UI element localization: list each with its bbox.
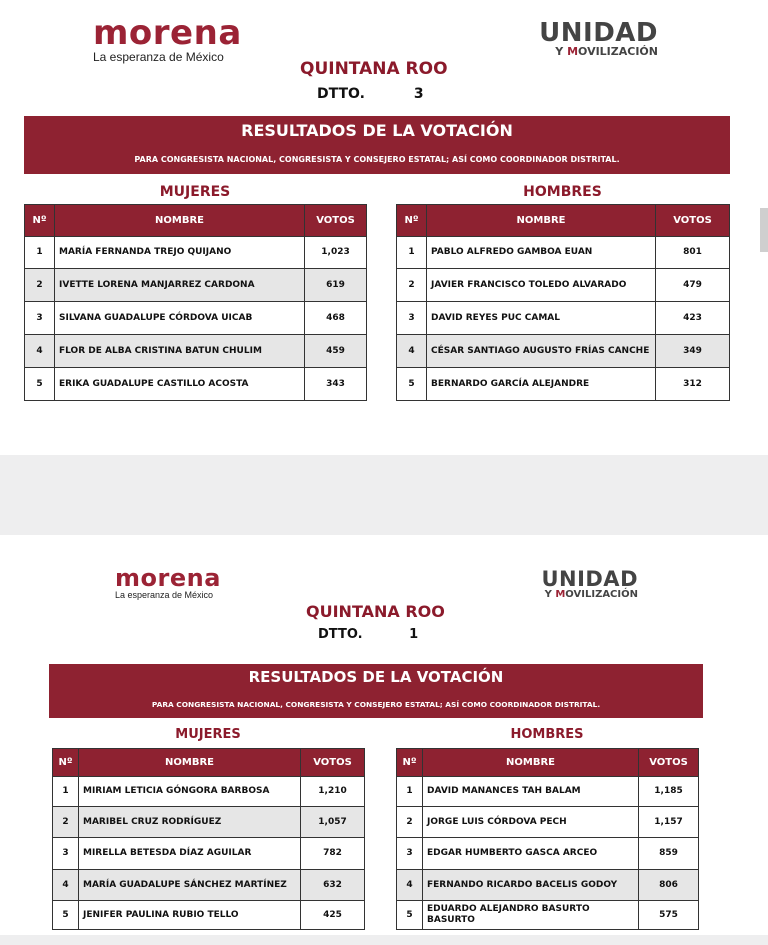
men-section-label: HOMBRES — [523, 184, 602, 200]
vote-count: 632 — [301, 870, 365, 901]
row-number: 2 — [397, 269, 427, 302]
candidate-name: DAVID MANANCES TAH BALAM — [423, 777, 639, 807]
unidad-logo — [530, 20, 658, 57]
column-header-name: NOMBRE — [79, 749, 301, 777]
vote-count: 479 — [656, 269, 730, 302]
unidad-logo-prefix: Y — [555, 45, 568, 58]
candidate-name: JENIFER PAULINA RUBIO TELLO — [79, 901, 301, 930]
row-number: 2 — [25, 269, 55, 302]
unidad-logo-rest: OVILIZACIÓN — [565, 589, 638, 600]
vote-count: 1,185 — [639, 777, 699, 807]
candidate-name: SILVANA GUADALUPE CÓRDOVA UICAB — [55, 302, 305, 335]
men-results-table — [396, 748, 699, 930]
row-number: 2 — [53, 807, 79, 838]
district-number: 1 — [409, 627, 419, 642]
candidate-name: BERNARDO GARCÍA ALEJANDRE — [427, 368, 656, 401]
morena-logo-tagline: La esperanza de México — [115, 590, 214, 600]
vote-count: 619 — [305, 269, 367, 302]
table-row — [397, 807, 699, 838]
vote-count: 575 — [639, 901, 699, 930]
vote-count: 801 — [656, 237, 730, 269]
results-sheet-district-3 — [0, 0, 768, 455]
vote-count: 425 — [301, 901, 365, 930]
vote-count: 859 — [639, 838, 699, 870]
banner-subtitle: PARA CONGRESISTA NACIONAL, CONGRESISTA Y CONSEJERO ESTATAL; ASÍ COMO COORDINADOR DISTRITAL. — [134, 155, 620, 164]
district-label: DTTO. — [317, 86, 365, 102]
column-header-number: Nº — [25, 205, 55, 237]
row-number: 4 — [397, 870, 423, 901]
morena-logo-tagline: La esperanza de México — [93, 50, 224, 64]
vote-count: 423 — [656, 302, 730, 335]
table-row — [397, 237, 730, 269]
banner-title: RESULTADOS DE LA VOTACIÓN — [241, 121, 513, 140]
column-header-number: Nº — [397, 749, 423, 777]
vote-count: 782 — [301, 838, 365, 870]
row-number: 4 — [25, 335, 55, 368]
table-row — [397, 269, 730, 302]
table-row — [25, 237, 367, 269]
unidad-logo-title: UNIDAD — [539, 18, 658, 48]
men-results-table — [396, 204, 730, 401]
column-header-votes: VOTOS — [639, 749, 699, 777]
table-row — [53, 838, 365, 870]
row-number: 1 — [25, 237, 55, 269]
table-row — [397, 335, 730, 368]
row-number: 3 — [53, 838, 79, 870]
candidate-name: MARÍA FERNANDA TREJO QUIJANO — [55, 237, 305, 269]
candidate-name: MIRIAM LETICIA GÓNGORA BARBOSA — [79, 777, 301, 807]
candidate-name: PABLO ALFREDO GAMBOA EUAN — [427, 237, 656, 269]
morena-logo — [115, 566, 221, 600]
results-sheet-district-1 — [0, 540, 768, 935]
vote-count: 312 — [656, 368, 730, 401]
table-row — [397, 838, 699, 870]
row-number: 3 — [25, 302, 55, 335]
candidate-name: FERNANDO RICARDO BACELIS GODOY — [423, 870, 639, 901]
candidate-name: MARÍA GUADALUPE SÁNCHEZ MARTÍNEZ — [79, 870, 301, 901]
row-number: 5 — [25, 368, 55, 401]
table-row — [397, 777, 699, 807]
unidad-logo-title: UNIDAD — [541, 567, 638, 591]
row-number: 4 — [53, 870, 79, 901]
morena-logo — [93, 13, 242, 64]
column-header-votes: VOTOS — [305, 205, 367, 237]
table-header-row — [53, 749, 365, 777]
column-header-name: NOMBRE — [55, 205, 305, 237]
column-header-number: Nº — [397, 205, 427, 237]
column-header-number: Nº — [53, 749, 79, 777]
candidate-name: JORGE LUIS CÓRDOVA PECH — [423, 807, 639, 838]
row-number: 3 — [397, 838, 423, 870]
table-row — [53, 777, 365, 807]
candidate-name: DAVID REYES PUC CAMAL — [427, 302, 656, 335]
results-banner — [24, 116, 730, 174]
unidad-logo — [522, 569, 638, 600]
table-header-row — [397, 205, 730, 237]
column-header-votes: VOTOS — [656, 205, 730, 237]
women-results-table — [52, 748, 365, 930]
table-row — [397, 870, 699, 901]
candidate-name: EDUARDO ALEJANDRO BASURTO BASURTO — [423, 901, 639, 930]
table-row — [53, 807, 365, 838]
banner-subtitle: PARA CONGRESISTA NACIONAL, CONGRESISTA Y CONSEJERO ESTATAL; ASÍ COMO COORDINADOR DISTRITAL. — [151, 700, 601, 709]
candidate-name: EDGAR HUMBERTO GASCA ARCEO — [423, 838, 639, 870]
candidate-name: FLOR DE ALBA CRISTINA BATUN CHULIM — [55, 335, 305, 368]
candidate-name: IVETTE LORENA MANJARREZ CARDONA — [55, 269, 305, 302]
vote-count: 806 — [639, 870, 699, 901]
row-number: 1 — [53, 777, 79, 807]
vote-count: 1,057 — [301, 807, 365, 838]
table-row — [397, 368, 730, 401]
table-row — [53, 901, 365, 930]
unidad-logo-prefix: Y — [544, 589, 556, 600]
row-number: 5 — [397, 901, 423, 930]
table-row — [397, 901, 699, 930]
row-number: 1 — [397, 237, 427, 269]
row-number: 1 — [397, 777, 423, 807]
column-header-votes: VOTOS — [301, 749, 365, 777]
column-header-name: NOMBRE — [427, 205, 656, 237]
candidate-name: CÉSAR SANTIAGO AUGUSTO FRÍAS CANCHE — [427, 335, 656, 368]
district-line — [318, 627, 418, 642]
unidad-logo-highlight: M — [567, 45, 579, 58]
women-section-label: MUJERES — [175, 727, 241, 742]
vote-count: 468 — [305, 302, 367, 335]
unidad-logo-rest: OVILIZACIÓN — [578, 45, 658, 58]
table-row — [25, 368, 367, 401]
vote-count: 349 — [656, 335, 730, 368]
row-number: 4 — [397, 335, 427, 368]
morena-logo-word: morena — [115, 564, 221, 592]
vote-count: 1,210 — [301, 777, 365, 807]
table-header-row — [397, 749, 699, 777]
results-banner — [49, 664, 703, 718]
row-number: 5 — [53, 901, 79, 930]
unidad-logo-highlight: M — [555, 589, 566, 600]
state-title: QUINTANA ROO — [300, 59, 448, 79]
candidate-name: JAVIER FRANCISCO TOLEDO ALVARADO — [427, 269, 656, 302]
vote-count: 1,157 — [639, 807, 699, 838]
table-row — [25, 335, 367, 368]
page-gap-bottom — [0, 935, 768, 945]
page-gap — [0, 455, 768, 535]
vote-count: 343 — [305, 368, 367, 401]
table-row — [25, 302, 367, 335]
table-row — [25, 269, 367, 302]
column-header-name: NOMBRE — [423, 749, 639, 777]
table-row — [53, 870, 365, 901]
unidad-logo-subtitle — [522, 590, 638, 600]
table-row — [397, 302, 730, 335]
candidate-name: MARIBEL CRUZ RODRÍGUEZ — [79, 807, 301, 838]
banner-title: RESULTADOS DE LA VOTACIÓN — [248, 668, 504, 686]
women-results-table — [24, 204, 367, 401]
women-section-label: MUJERES — [159, 184, 231, 200]
candidate-name: ERIKA GUADALUPE CASTILLO ACOSTA — [55, 368, 305, 401]
district-number: 3 — [413, 86, 424, 102]
vote-count: 1,023 — [305, 237, 367, 269]
row-number: 2 — [397, 807, 423, 838]
men-section-label: HOMBRES — [510, 727, 584, 742]
district-line — [317, 86, 424, 102]
district-label: DTTO. — [318, 627, 363, 642]
morena-logo-word: morena — [93, 13, 242, 53]
state-title: QUINTANA ROO — [306, 602, 445, 621]
vote-count: 459 — [305, 335, 367, 368]
row-number: 5 — [397, 368, 427, 401]
row-number: 3 — [397, 302, 427, 335]
candidate-name: MIRELLA BETESDA DÍAZ AGUILAR — [79, 838, 301, 870]
table-header-row — [25, 205, 367, 237]
